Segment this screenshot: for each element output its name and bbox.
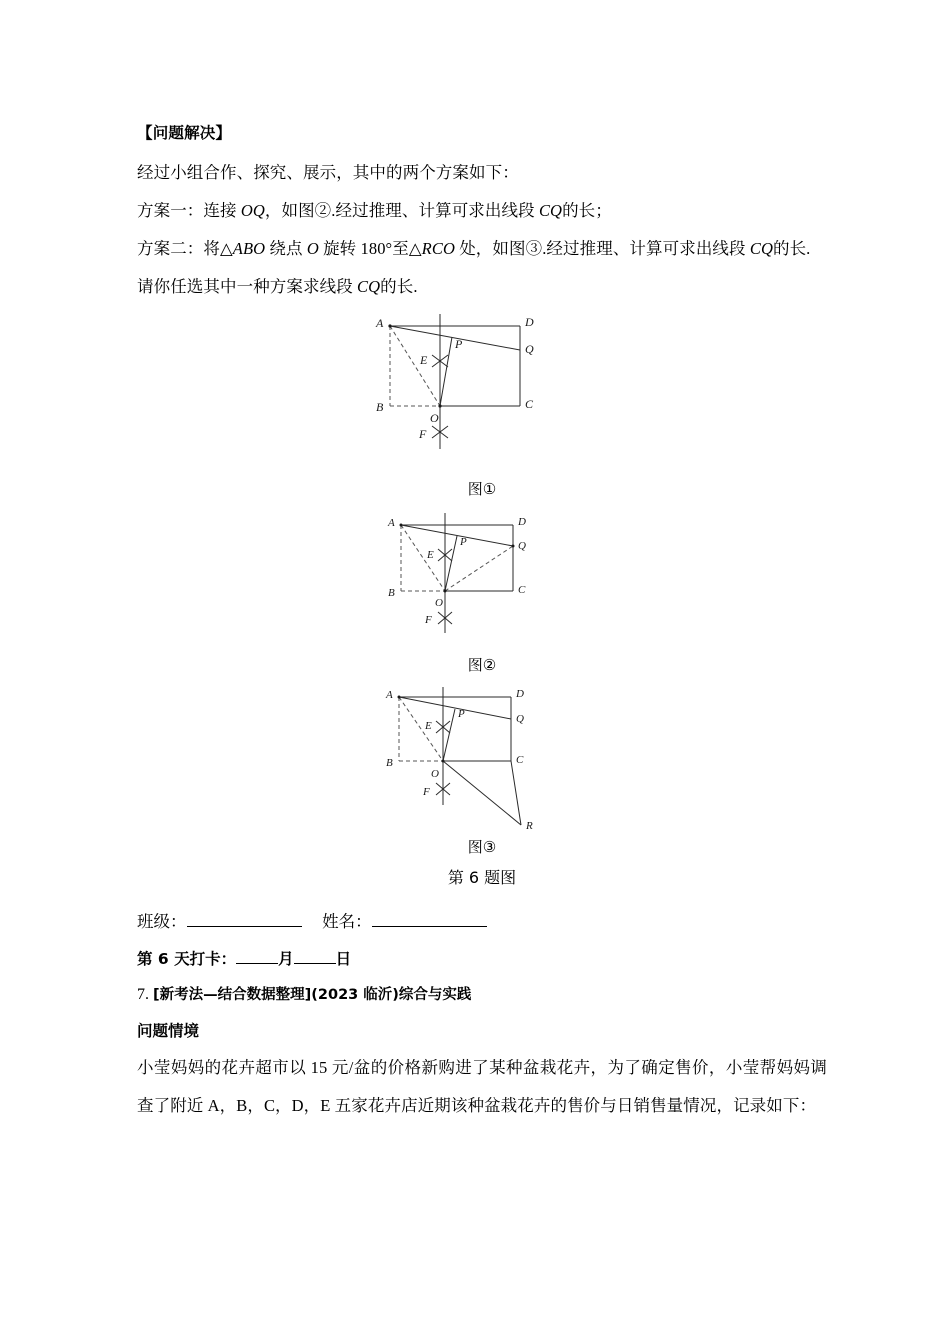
fig2-label-Q: Q <box>518 540 526 552</box>
plan-two-mid1: 绕点 <box>265 239 307 258</box>
fig3-line-PO <box>443 709 455 761</box>
plan-two-triangle-rco: RCO <box>421 239 455 258</box>
plan-two-point-o: O <box>306 239 319 258</box>
figure-two <box>377 513 587 655</box>
fig3-vertex-O <box>441 760 444 763</box>
fig1-label-B: B <box>376 400 384 414</box>
plan-two-mid2: 旋转 180°至△ <box>318 239 422 258</box>
question-body: 小莹妈妈的花卉超市以 15 元/盆的价格新购进了某种盆栽花卉，为了确定售价，小莹帮妈妈调查了附近 A，B，C，D，E 五家花卉店近期该种盆栽花卉的售价与日销售量情况，记录如下： <box>137 1058 827 1115</box>
fig1-label-O: O <box>430 411 439 425</box>
fig2-label-P: P <box>460 536 467 548</box>
fig3-line-AO-dashed <box>399 697 443 761</box>
question-subheading: 问题情境 <box>137 1022 200 1040</box>
fig3-vertex-A <box>397 696 400 699</box>
fig1-vertex-O <box>438 404 441 407</box>
plan-two-paragraph <box>137 230 827 268</box>
question-source: (2023 临沂)综合与实践 <box>311 987 472 1003</box>
figure-three-wrapper <box>137 687 827 857</box>
name-blank[interactable] <box>372 912 487 927</box>
figure-two-caption: 图② <box>467 656 497 674</box>
intro-text: 经过小组合作、探究、展示，其中的两个方案如下： <box>137 163 519 182</box>
choose-paragraph <box>137 268 827 306</box>
figure-one <box>362 314 602 479</box>
section-heading: 【问题解决】 <box>137 124 232 142</box>
fig3-label-Q: Q <box>515 713 524 725</box>
fig2-vertex-O <box>444 590 447 593</box>
plan-one-suffix: 的长； <box>562 201 612 220</box>
choose-prefix: 请你任选其中一种方案求线段 <box>137 277 358 296</box>
fig3-label-R: R <box>525 820 533 832</box>
fig2-vertex-Q <box>512 545 515 548</box>
fig3-label-P: P <box>457 708 465 720</box>
checkin-line <box>137 941 827 977</box>
fig2-line-AO-dashed <box>401 525 445 591</box>
figure-two-svg <box>377 513 587 655</box>
plan-one-segment-cq: CQ <box>538 201 563 220</box>
name-label: 姓名： <box>322 912 372 931</box>
figure-three-svg <box>375 687 590 837</box>
checkin-day-blank[interactable] <box>294 949 336 964</box>
class-name-line <box>137 903 827 941</box>
fig1-label-D: D <box>525 315 534 329</box>
choose-segment-cq: CQ <box>357 277 381 296</box>
plan-one-mid: ，如图②.经过推理、计算可求出线段 <box>264 201 539 220</box>
fig2-label-D: D <box>518 516 526 528</box>
figure-three-caption: 图③ <box>467 838 497 856</box>
fig3-label-O: O <box>430 768 439 780</box>
class-label: 班级： <box>137 912 187 931</box>
fig3-label-B: B <box>385 757 393 769</box>
fig1-label-E: E <box>420 353 428 367</box>
fig1-vertex-A <box>388 324 391 327</box>
figure-two-wrapper <box>137 513 827 675</box>
intro-paragraph <box>137 154 827 192</box>
figure-one-svg <box>362 314 602 479</box>
fig2-line-AQ <box>401 525 513 546</box>
question-number: 7. <box>137 986 149 1003</box>
fig2-line-PO <box>445 536 457 591</box>
fig1-label-F: F <box>419 427 427 441</box>
question-seven-header <box>137 977 827 1013</box>
figure-three <box>375 687 590 837</box>
fig3-line-CR <box>511 761 521 825</box>
class-blank[interactable] <box>187 912 302 927</box>
plan-two-suffix: 的长. <box>772 239 811 258</box>
plan-two-prefix: 方案二：将△ <box>137 239 233 258</box>
checkin-day-label: 日 <box>335 950 352 968</box>
fig2-label-E: E <box>427 549 434 561</box>
plan-two-segment-cq: CQ <box>749 239 773 258</box>
fig1-line-PO <box>440 337 452 406</box>
plan-one-segment-oq: OQ <box>240 201 265 220</box>
figure-group-title: 第 6 题图 <box>447 868 517 887</box>
plan-one-prefix: 方案一：连接 <box>137 201 241 220</box>
figure-one-wrapper <box>137 314 827 499</box>
fig3-label-E: E <box>424 720 432 732</box>
figure-one-caption: 图① <box>467 480 497 498</box>
fig3-label-D: D <box>515 688 524 700</box>
fig2-line-OQ-dashed <box>445 546 513 591</box>
checkin-month-blank[interactable] <box>236 949 278 964</box>
question-tag: [新考法—结合数据整理] <box>153 987 312 1003</box>
fig3-label-F: F <box>422 786 430 798</box>
fig1-label-P: P <box>455 337 463 351</box>
plan-two-triangle-abo: ABO <box>232 239 266 258</box>
fig2-vertex-A <box>400 524 403 527</box>
fig2-label-F: F <box>425 614 432 626</box>
fig3-label-C: C <box>515 754 523 766</box>
fig2-label-A: A <box>388 517 395 529</box>
fig2-label-B: B <box>388 587 395 599</box>
fig1-label-A: A <box>376 316 384 330</box>
choose-suffix: 的长. <box>380 277 418 296</box>
fig3-label-A: A <box>385 689 393 701</box>
document-body <box>137 118 827 1125</box>
checkin-prefix: 第 6 天打卡： <box>137 950 237 968</box>
fig1-label-C: C <box>525 397 534 411</box>
fig1-label-Q: Q <box>525 342 534 356</box>
plan-two-mid3: 处，如图③.经过推理、计算可求出线段 <box>454 239 750 258</box>
fig2-label-C: C <box>518 584 526 596</box>
plan-one-paragraph <box>137 192 827 230</box>
checkin-month-label: 月 <box>278 950 294 968</box>
fig3-line-OR <box>443 761 521 825</box>
fig3-line-AQ <box>399 697 511 719</box>
fig2-label-O: O <box>435 597 443 609</box>
